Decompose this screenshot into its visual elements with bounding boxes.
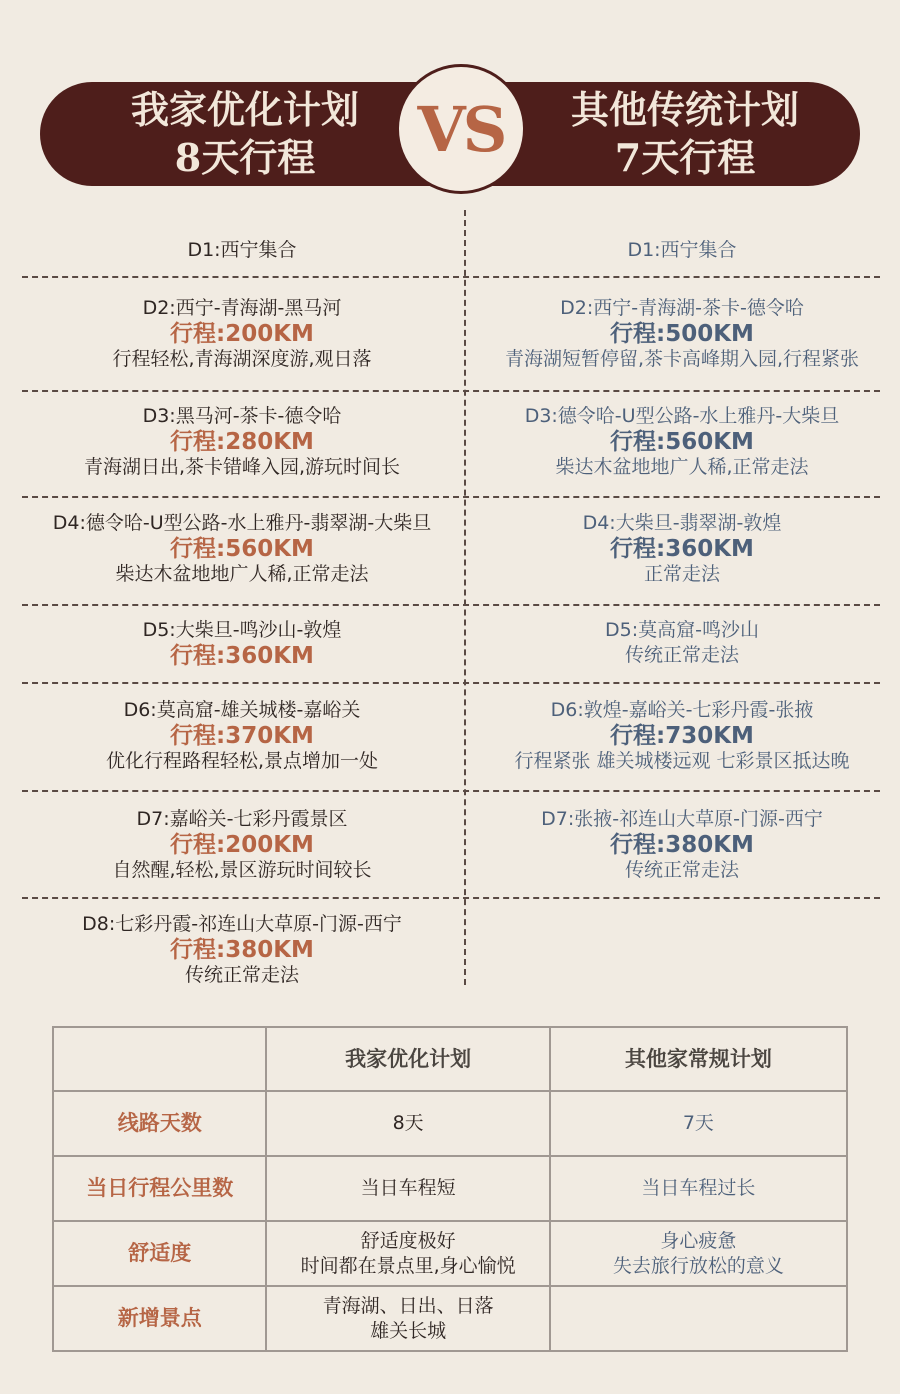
day-distance: 行程:730KM	[610, 723, 754, 749]
our-plan-title-line2: 8天行程	[174, 135, 316, 180]
our-day-2	[22, 296, 462, 372]
day-distance: 行程:200KM	[170, 832, 314, 858]
others-cell	[550, 1221, 847, 1286]
other-day-4	[466, 511, 898, 587]
other-day-7	[466, 807, 898, 883]
row-label: 线路天数	[53, 1091, 266, 1156]
day-distance: 行程:370KM	[170, 723, 314, 749]
our-day-1	[22, 238, 462, 263]
day-route: D5:莫高窟-鸣沙山	[605, 619, 759, 641]
day-note: 柴达木盆地地广人稀,正常走法	[115, 563, 369, 585]
row-label: 当日行程公里数	[53, 1156, 266, 1221]
day-route: D6:莫高窟-雄关城楼-嘉峪关	[123, 699, 361, 721]
ours-cell	[266, 1221, 549, 1286]
row-divider	[22, 496, 880, 498]
day-note: 优化行程路程轻松,景点增加一处	[105, 750, 379, 772]
row-label: 新增景点	[53, 1286, 266, 1351]
day-note: 传统正常走法	[184, 964, 299, 986]
table-header-ours: 我家优化计划	[266, 1027, 549, 1091]
table-row	[53, 1156, 847, 1221]
comparison-table	[52, 1026, 848, 1352]
day-distance: 行程:200KM	[170, 321, 314, 347]
others-cell-line1: 身心疲惫	[660, 1229, 737, 1252]
our-day-3	[22, 404, 462, 480]
day-distance: 行程:380KM	[170, 937, 314, 963]
other-day-3	[466, 404, 898, 480]
day-distance: 行程:500KM	[610, 321, 754, 347]
our-day-7	[22, 807, 462, 883]
day-distance: 行程:560KM	[610, 429, 754, 455]
vs-badge	[396, 64, 526, 194]
row-label: 舒适度	[53, 1221, 266, 1286]
day-route: D2:西宁-青海湖-黑马河	[142, 297, 342, 319]
day-route: D7:张掖-祁连山大草原-门源-西宁	[541, 808, 823, 830]
ours-cell	[266, 1286, 549, 1351]
table-row	[53, 1091, 847, 1156]
our-plan-title-line1: 我家优化计划	[130, 87, 359, 132]
other-plan-title	[515, 86, 855, 182]
day-note: 传统正常走法	[624, 859, 739, 881]
day-route: D3:黑马河-茶卡-德令哈	[142, 405, 342, 427]
day-route: D2:西宁-青海湖-茶卡-德令哈	[560, 297, 804, 319]
our-day-8	[22, 912, 462, 988]
row-divider	[22, 897, 880, 899]
our-plan-title	[75, 86, 415, 182]
other-day-6	[466, 698, 898, 774]
ours-cell-line2: 雄关长城	[370, 1319, 447, 1342]
ours-cell-line1: 舒适度极好	[360, 1229, 456, 1252]
day-route: D8:七彩丹霞-祁连山大草原-门源-西宁	[82, 913, 402, 935]
others-cell: 7天	[550, 1091, 847, 1156]
day-distance: 行程:380KM	[610, 832, 754, 858]
day-note: 行程紧张 雄关城楼远观 七彩景区抵达晚	[514, 750, 850, 772]
table-row	[53, 1221, 847, 1286]
row-divider	[22, 682, 880, 684]
other-day-2	[466, 296, 898, 372]
ours-cell-line1: 青海湖、日出、日落	[322, 1294, 494, 1317]
our-day-4	[22, 511, 462, 587]
day-route: D5:大柴旦-鸣沙山-敦煌	[142, 619, 342, 641]
table-header-others: 其他家常规计划	[550, 1027, 847, 1091]
our-day-5	[22, 618, 462, 669]
other-plan-title-line1: 其他传统计划	[570, 87, 799, 132]
row-divider	[22, 790, 880, 792]
day-route: D6:敦煌-嘉峪关-七彩丹霞-张掖	[550, 699, 814, 721]
day-note: 柴达木盆地地广人稀,正常走法	[555, 456, 809, 478]
other-day-5	[466, 618, 898, 668]
day-note: 青海湖日出,茶卡错峰入园,游玩时间长	[83, 456, 401, 478]
day-route: D1:西宁集合	[187, 239, 297, 261]
day-note: 正常走法	[643, 563, 720, 585]
table-corner-cell	[53, 1027, 266, 1091]
day-route: D1:西宁集合	[627, 239, 737, 261]
vs-label: VS	[417, 92, 505, 166]
day-route: D4:大柴旦-翡翠湖-敦煌	[582, 512, 782, 534]
others-cell-line2: 失去旅行放松的意义	[612, 1254, 784, 1277]
day-distance: 行程:280KM	[170, 429, 314, 455]
row-divider	[22, 276, 880, 278]
others-cell: 当日车程过长	[550, 1156, 847, 1221]
our-day-6	[22, 698, 462, 774]
other-day-1	[466, 238, 898, 263]
day-distance: 行程:360KM	[610, 536, 754, 562]
ours-cell: 8天	[266, 1091, 549, 1156]
day-distance: 行程:560KM	[170, 536, 314, 562]
others-cell	[550, 1286, 847, 1351]
day-distance: 行程:360KM	[170, 643, 314, 669]
day-route: D7:嘉峪关-七彩丹霞景区	[136, 808, 348, 830]
ours-cell-line2: 时间都在景点里,身心愉悦	[300, 1254, 516, 1277]
row-divider	[22, 390, 880, 392]
table-header-row	[53, 1027, 847, 1091]
day-note: 行程轻松,青海湖深度游,观日落	[112, 348, 372, 370]
day-note: 青海湖短暂停留,茶卡高峰期入园,行程紧张	[504, 348, 860, 370]
day-route: D3:德令哈-U型公路-水上雅丹-大柴旦	[524, 405, 840, 427]
row-divider	[22, 604, 880, 606]
table-row	[53, 1286, 847, 1351]
day-route: D4:德令哈-U型公路-水上雅丹-翡翠湖-大柴旦	[52, 512, 432, 534]
other-plan-title-line2: 7天行程	[614, 135, 756, 180]
ours-cell: 当日车程短	[266, 1156, 549, 1221]
day-note: 自然醒,轻松,景区游玩时间较长	[112, 859, 372, 881]
day-note: 传统正常走法	[624, 644, 739, 666]
